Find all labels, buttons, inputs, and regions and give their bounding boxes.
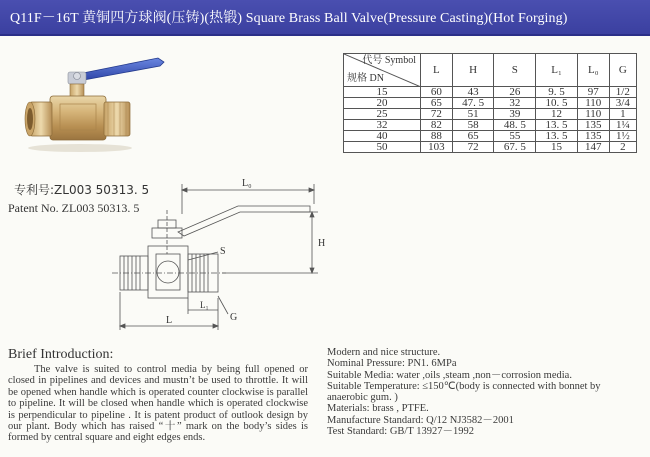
- table-cell: 72: [452, 142, 494, 153]
- page-title: Q11F－16T 黄铜四方球阀(压铸)(热锻) Square Brass Ball Valve(Pressure Casting)(Hot Forging): [10, 11, 568, 26]
- table-cell: 147: [577, 142, 609, 153]
- table-cell: 67. 5: [494, 142, 536, 153]
- technical-drawing: [100, 174, 340, 336]
- product-photo: [8, 44, 178, 159]
- feature-temperature: Suitable Temperature: ≤150℃(body is connected with bonnet by: [327, 380, 601, 392]
- feature-media: Suitable Media: water ,oils ,steam ,non－corrosion media.: [327, 369, 572, 381]
- dim-label-g: G: [230, 312, 238, 323]
- dim-label-l: L: [166, 315, 173, 326]
- cell-dn: 40: [344, 131, 421, 142]
- table-cell: 135: [577, 120, 609, 131]
- table-cell: 43: [452, 87, 494, 98]
- cell-dn: 15: [344, 87, 421, 98]
- table-cell: 13. 5: [536, 131, 578, 142]
- table-row: [344, 109, 637, 120]
- feature-materials: Materials: brass , PTFE.: [327, 403, 429, 415]
- table-cell: 13. 5: [536, 120, 578, 131]
- dim-label-h: H: [318, 238, 326, 249]
- spec-table: [343, 53, 637, 153]
- column-header-g: G: [609, 54, 636, 87]
- table-cell: 65: [452, 131, 494, 142]
- cell-dn: 25: [344, 109, 421, 120]
- cell-dn: 32: [344, 120, 421, 131]
- table-cell: 9. 5: [536, 87, 578, 98]
- feature-temperature-cont: anaerobic gum. ): [327, 392, 398, 404]
- table-cell: 88: [421, 131, 453, 142]
- table-cell: 97: [577, 87, 609, 98]
- table-cell: 110: [577, 98, 609, 109]
- table-cell: 39: [494, 109, 536, 120]
- table-cell: 15: [536, 142, 578, 153]
- table-cell: 1/2: [609, 87, 636, 98]
- table-cell: 72: [421, 109, 453, 120]
- dim-label-s: S: [220, 246, 226, 257]
- table-cell: 55: [494, 131, 536, 142]
- corner-label-symbol: 代号 Symbol: [362, 55, 416, 66]
- feature-structure: Modern and nice structure.: [327, 347, 441, 358]
- table-cell: 1: [609, 109, 636, 120]
- column-header-l0: L₀: [577, 54, 609, 87]
- feature-manufacture-standard: Manufacture Standard: Q/12 NJ3582－2001: [327, 414, 514, 426]
- column-header-l1: L₁: [536, 54, 578, 87]
- table-cell: 47. 5: [452, 98, 494, 109]
- corner-label-dn: 规格 DN: [347, 73, 384, 84]
- table-cell: 51: [452, 109, 494, 120]
- table-cell: 10. 5: [536, 98, 578, 109]
- intro-title: Brief Introduction:: [8, 347, 114, 362]
- dim-label-l1: L₁: [200, 300, 209, 310]
- patent-number-en: Patent No. ZL003 50313. 5: [8, 201, 140, 215]
- table-cell: 60: [421, 87, 453, 98]
- intro-body: The valve is suited to control media by being full opened or closed in pipelines and devices and mustn’t be used to throttle. It will be opened when handle which is operated counter clockwise is parallel to pipeline. It will be closed when handle which is operated clockwise is perpendicular to pipeline . It is patent product of outlook design by our plant. Body which has raised “十” mark on the body’s sides is formed by central square and eight edges ends.: [8, 364, 308, 444]
- cell-dn: 50: [344, 142, 421, 153]
- table-cell: 58: [452, 120, 494, 131]
- header-banner: [0, 0, 650, 36]
- column-header-h: H: [452, 54, 494, 87]
- feature-list: [327, 347, 647, 437]
- table-cell: 103: [421, 142, 453, 153]
- table-cell: 110: [577, 109, 609, 120]
- table-row: [344, 131, 637, 142]
- spec-table-corner: [344, 54, 421, 87]
- dim-label-l0: L₀: [242, 178, 252, 189]
- column-header-l: L: [421, 54, 453, 87]
- feature-test-standard: Test Standard: GB/T 13927－1992: [327, 426, 474, 438]
- table-cell: 48. 5: [494, 120, 536, 131]
- table-cell: 12: [536, 109, 578, 120]
- spec-table-header-row: [344, 54, 637, 87]
- table-cell: 65: [421, 98, 453, 109]
- table-row: [344, 98, 637, 109]
- feature-pressure: Nominal Pressure: PN1. 6MPa: [327, 358, 457, 370]
- table-cell: 2: [609, 142, 636, 153]
- table-row: [344, 87, 637, 98]
- patent-number-cn: 专利号:ZL003 50313. 5: [14, 183, 150, 197]
- table-cell: 135: [577, 131, 609, 142]
- table-cell: 1½: [609, 131, 636, 142]
- table-cell: 3/4: [609, 98, 636, 109]
- table-row: [344, 142, 637, 153]
- table-cell: 1¼: [609, 120, 636, 131]
- cell-dn: 20: [344, 98, 421, 109]
- table-cell: 26: [494, 87, 536, 98]
- column-header-s: S: [494, 54, 536, 87]
- table-row: [344, 120, 637, 131]
- table-cell: 82: [421, 120, 453, 131]
- table-cell: 32: [494, 98, 536, 109]
